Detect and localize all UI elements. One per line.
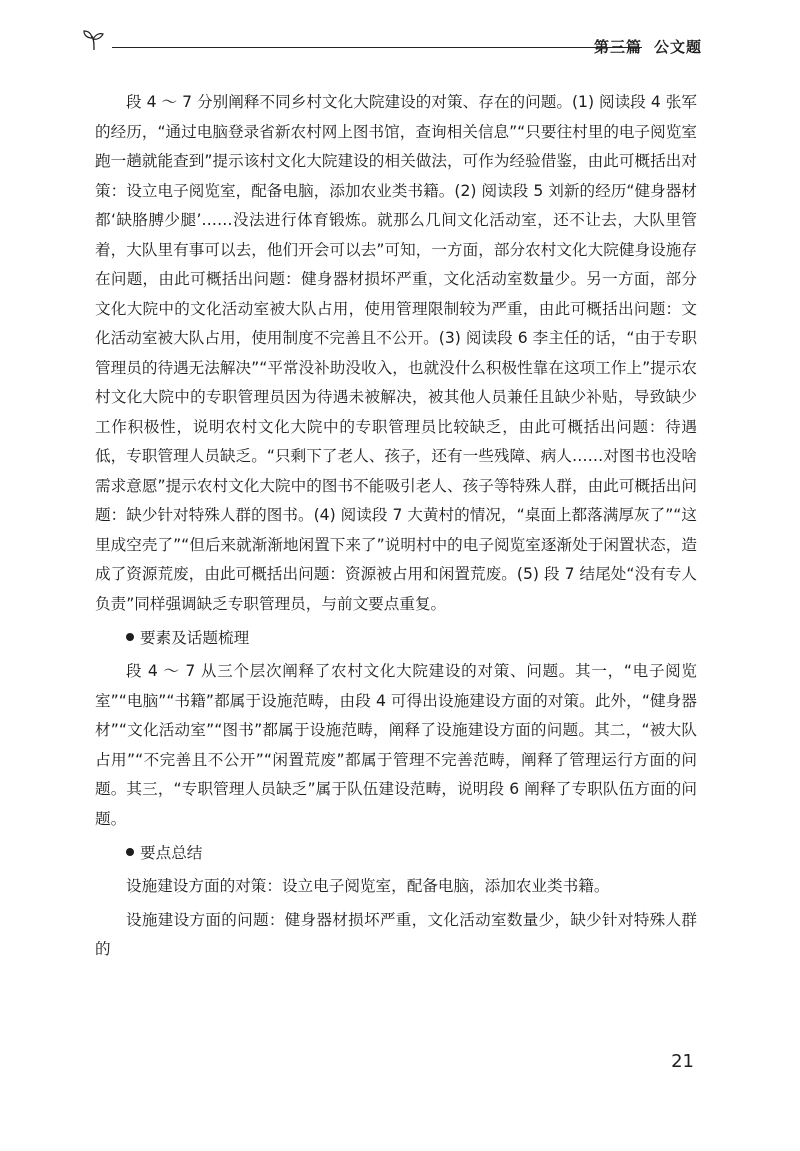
page-body xyxy=(95,88,697,965)
summary-line: 设施建设方面的对策：设立电子阅览室，配备电脑，添加农业类书籍。 xyxy=(126,877,610,895)
body-paragraph: 段 4 ～ 7 分别阐释不同乡村文化大院建设的对策、存在的问题。(1) 阅读段 4 张军的经历，“通过电脑登录省新农村网上图书馆，查询相关信息”“只要往村里的电子阅览室跑一趟就能查到”提示该村文化大院建设的相关做法，可作为经验借鉴，由此可概括出对策：设立电子阅览室，配备电脑，添加农业类书籍。(2) 阅读段 5 刘新的经历“健身器材都‘缺胳膊少腿’……没法进行体育锻炼。就那么几间文化活动室，还不让去，大队里管着，大队里有事可以去，他们开会可以去”可知，一方面，部分农村文化大院健身设施存在问题，由此可概括出问题：健身器材损坏严重，文化活动室数量少。另一方面，部分文化大院中的文化活动室被大队占用，使用管理限制较为严重，由此可概括出问题：文化活动室被大队占用，使用制度不完善且不公开。(3) 阅读段 6 李主任的话，“由于专职管理员的待遇无法解决”“平常没补助没收入，也就没什么积极性靠在这项工作上”提示农村文化大院中的专职管理员因为待遇未被解决，被其他人员兼任且缺少补贴，导致缺少工作积极性，说明农村文化大院中的专职管理员比较缺乏，由此可概括出问题：待遇低，专职管理人员缺乏。“只剩下了老人、孩子，还有一些残障、病人……对图书也没啥需求意愿”提示农村文化大院中的图书不能吸引老人、孩子等特殊人群，由此可概括出问题：缺少针对特殊人群的图书。(4) 阅读段 7 大黄村的情况，“桌面上都落满厚灰了”“这里成空壳了”“但后来就渐渐地闲置下来了”说明村中的电子阅览室逐渐处于闲置状态，造成了资源荒废，由此可概括出问题：资源被占用和闲置荒废。(5) 段 7 结尾处“没有专人负责”同样强调缺乏专职管理员，与前文要点重复。 xyxy=(95,93,697,613)
bullet-heading: 要点总结 xyxy=(140,844,203,862)
chapter-label: 第三篇 xyxy=(593,38,642,56)
bullet-heading: 要素及话题梳理 xyxy=(140,629,250,647)
sprout-icon xyxy=(82,30,112,52)
header-rule xyxy=(112,47,642,48)
page-number: 21 xyxy=(671,1051,694,1072)
bullet-icon xyxy=(126,848,134,856)
section-label xyxy=(594,36,702,57)
section-bullet xyxy=(95,838,697,868)
summary-line: 设施建设方面的问题：健身器材损坏严重，文化活动室数量少，缺少针对特殊人群的 xyxy=(95,910,697,958)
section-bullet xyxy=(95,623,697,653)
body-paragraph: 段 4 ～ 7 从三个层次阐释了农村文化大院建设的对策、问题。其一，“电子阅览室”“电脑”“书籍”都属于设施范畴，由段 4 可得出设施建设方面的对策。此外，“健身器材”“文化活动室”“图书”都属于设施范畴，阐释了设施建设方面的问题。其二，“被大队占用”“不完善且不公开”“闲置荒废”都属于管理不完善范畴，阐释了管理运行方面的问题。其三，“专职管理人员缺乏”属于队伍建设范畴，说明段 6 阐释了专职队伍方面的问题。 xyxy=(95,662,697,828)
running-header xyxy=(82,30,702,60)
chapter-title: 公文题 xyxy=(653,38,702,56)
bullet-icon xyxy=(126,633,134,641)
